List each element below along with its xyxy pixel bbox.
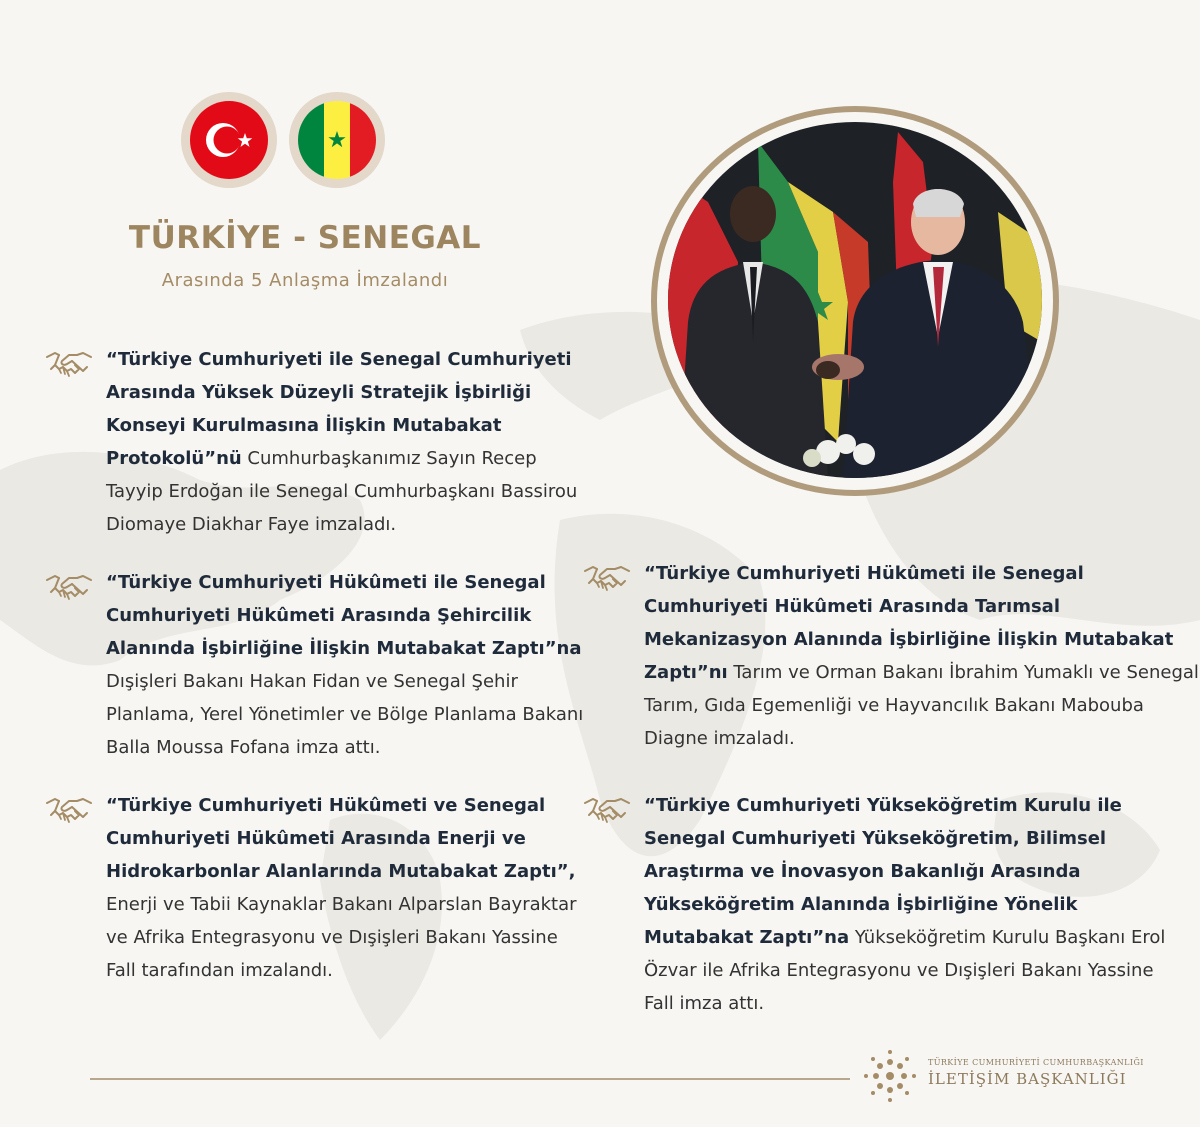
agreement-title: “Türkiye Cumhuriyeti Hükûmeti ve Senegal Cumhuriyeti Hükûmeti Arasında Enerji ve Hidrokarbonlar Alanlarında Mutabakat Zaptı”, (106, 795, 576, 882)
footer-divider (90, 1078, 850, 1080)
agreement-title: “Türkiye Cumhuriyeti Hükûmeti ile Senegal Cumhuriyeti Hükûmeti Arasında Tarımsal Mekanizasyon Alanında İşbirliğine İlişkin Mutabakat Zaptı”nı (644, 563, 1174, 683)
agreement-title: “Türkiye Cumhuriyeti Hükûmeti ile Senegal Cumhuriyeti Hükûmeti Arasında Şehircilik Alanında İşbirliğine İlişkin Mutabakat Zaptı”na (106, 572, 582, 659)
agreement-body: Tarım ve Orman Bakanı İbrahim Yumaklı ve Senegal Tarım, Gıda Egemenliği ve Hayvancılık Bakanı Mabouba Diagne imzaladı. (644, 662, 1199, 749)
agreement-body: Dışişleri Bakanı Hakan Fidan ve Senegal Şehir Planlama, Yerel Yönetimler ve Bölge Planlama Bakanı Balla Moussa Fofana imza attı. (106, 671, 584, 758)
turkey-flag-badge (181, 92, 277, 188)
footer-org-line2: İLETİŞİM BAŞKANLIĞI (928, 1070, 1127, 1088)
handshake-icon (583, 789, 631, 829)
handshake-icon (45, 789, 93, 829)
page-title: TÜRKİYE - SENEGAL (128, 220, 482, 256)
agreement-title: “Türkiye Cumhuriyeti Yükseköğretim Kurulu ile Senegal Cumhuriyeti Yükseköğretim, Bilimsel Araştırma ve İnovasyon Bakanlığı Arasında Yükseköğretim Alanında İşbirliğine Yönelik Mutabakat Zaptı”na (644, 795, 1122, 948)
agreement-body: Enerji ve Tabii Kaynaklar Bakanı Alparslan Bayraktar ve Afrika Entegrasyonu ve Dışişleri Bakanı Yassine Fall tarafından imzalandı. (106, 894, 577, 981)
agreement-text (644, 789, 1184, 1020)
handshake-icon (45, 343, 93, 383)
agreement-body: Cumhurbaşkanımız Sayın Recep Tayyip Erdoğan ile Senegal Cumhurbaşkanı Bassirou Diomaye Diakhar Faye imzaladı. (106, 448, 578, 535)
handshake-icon (45, 566, 93, 606)
agreement-text (106, 789, 586, 987)
handshake-icon (583, 557, 631, 597)
leaders-handshake-photo (668, 122, 1042, 478)
turkey-flag-icon (190, 101, 268, 179)
senegal-flag-icon (298, 101, 376, 179)
agreement-text (106, 566, 586, 764)
footer-org-line1: TÜRKİYE CUMHURİYETİ CUMHURBAŞKANLIĞI (928, 1058, 1144, 1067)
senegal-flag-badge (289, 92, 385, 188)
agreement-text (106, 343, 586, 541)
agreement-text (644, 557, 1200, 755)
page-subtitle: Arasında 5 Anlaşma İmzalandı (161, 270, 449, 291)
agreement-title: “Türkiye Cumhuriyeti ile Senegal Cumhuriyeti Arasında Yüksek Düzeyli Stratejik İşbirliği Konseyi Kurulmasına İlişkin Mutabakat Protokolü”nü (106, 349, 572, 469)
agreement-body: Yükseköğretim Kurulu Başkanı Erol Özvar ile Afrika Entegrasyonu ve Dışişleri Bakanı Yassine Fall imza attı. (644, 927, 1166, 1014)
presidency-emblem-icon (862, 1048, 918, 1104)
